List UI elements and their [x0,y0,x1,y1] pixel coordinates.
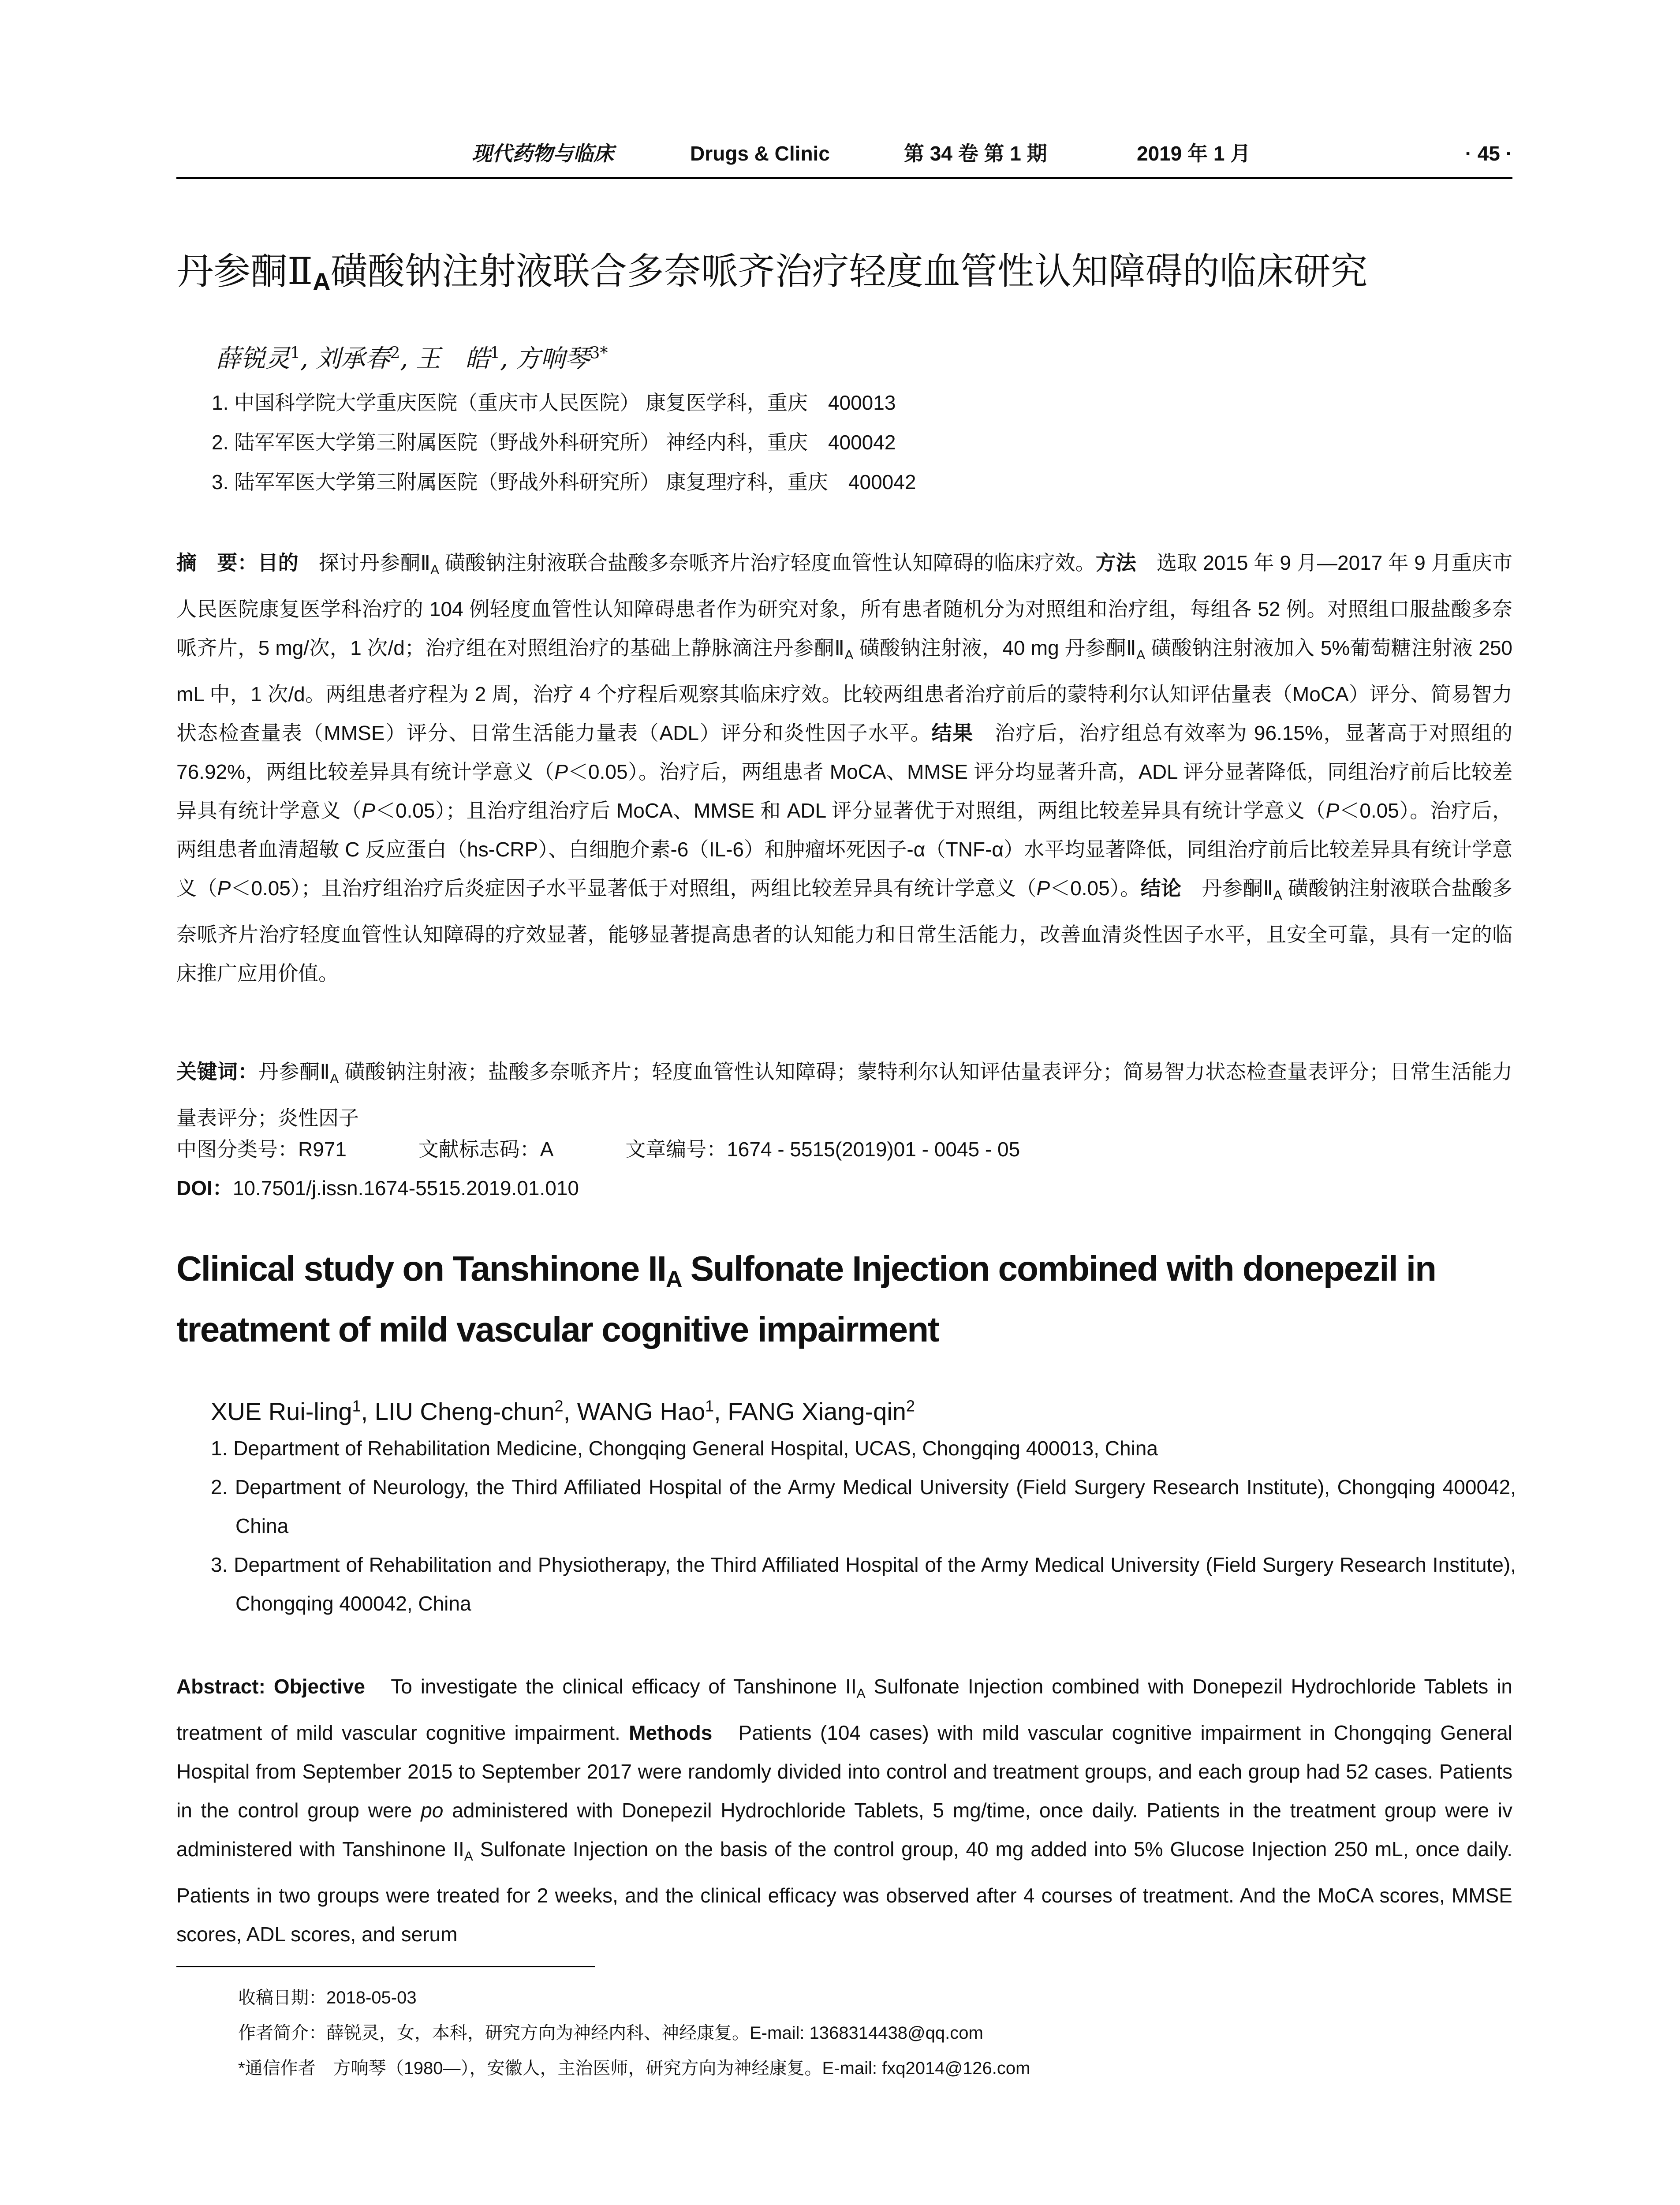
affiliations-en [211,1429,1516,1623]
author-cn-2: 刘承春$^2$, [316,344,416,373]
objective-label-en: Objective [273,1675,365,1698]
methods-label-en: Methods [629,1721,713,1744]
title-cn-part2: 磺酸钠注射液联合多奈哌齐治疗轻度血管性认知障碍的临床研究 [330,250,1368,293]
author-introduction: 作者简介：薛锐灵，女，本科，研究方向为神经内科、神经康复。E-mail: 1368314438@qq.com [238,2023,983,2043]
received-date: 收稿日期：2018-05-03 [238,1988,417,2007]
footnotes [238,1980,1030,2086]
journal-name-en: Drugs & Clinic [690,142,830,165]
affiliation-en-1: 1. Department of Rehabilitation Medicine, Chongqing General Hospital, UCAS, Chongqing 400013, China [211,1437,1158,1460]
author-en-4: FANG Xiang-qin$^2$ [728,1397,915,1425]
abstract-cn: 摘 要：目的 探讨丹参酮$Ⅱ_A$ 磺酸钠注射液联合盐酸多奈哌齐片治疗轻度血管性认知障碍的临床疗效。方法 选取 2015 年 9 月—2017 年 9 月重庆市人民医院康复医学科治疗的 104 例轻度血管性认知障碍患者作为研究对象，所有患者随机分为对照组和治疗组，每组各 52 例。对照组口服盐酸多奈哌齐片，5 mg/次，1 次/d；治疗组在对照组治疗的基础上静脉滴注丹参酮$Ⅱ_A$ 磺酸钠注射液，40 mg 丹参酮$Ⅱ_A$ 磺酸钠注射液加入 5%葡萄糖注射液 250 mL 中，1 次/d。两组患者疗程为 2 周，治疗 4 个疗程后观察其临床疗效。比较两组患者治疗前后的蒙特利尔认知评估量表（MoCA）评分、简易智力状态检查量表（MMSE）评分、日常生活能力量表（ADL）评分和炎性因子水平。结果 治疗后，治疗组总有效率为 96.15%，显著高于对照组的 76.92%，两组比较差异具有统计学意义（P＜0.05）。治疗后，两组患者 MoCA、MMSE 评分均显著升高，ADL 评分显著降低，同组治疗前后比较差异具有统计学意义（P＜0.05）；且治疗组治疗后 MoCA、MMSE 和 ADL 评分显著优于对照组，两组比较差异具有统计学意义（P＜0.05）。治疗后，两组患者血清超敏 C 反应蛋白（hs-CRP）、白细胞介素-6（IL-6）和肿瘤坏死因子-α（TNF-α）水平均显著降低，同组治疗前后比较差异具有统计学意义（P＜0.05）；且治疗组治疗后炎症因子水平显著低于对照组，两组比较差异具有统计学意义（P＜0.05）。结论 丹参酮$Ⅱ_A$ 磺酸钠注射液联合盐酸多奈哌齐片治疗轻度血管性认知障碍的疗效显著，能够显著提高患者的认知能力和日常生活能力，改善血清炎性因子水平，且安全可靠，具有一定的临床推广应用价值。 [176,551,1513,985]
page-number: · 45 · [1465,142,1512,165]
journal-name-cn: 现代药物与临床 [472,142,614,165]
authors-en [211,1389,915,1428]
authors-cn [216,337,608,375]
volume-issue: 第 34 卷 第 1 期 [904,142,1047,165]
keywords-cn: 关键词：丹参酮$Ⅱ_A$ 磺酸钠注射液；盐酸多奈哌齐片；轻度血管性认知障碍；蒙特利尔认知评估量表评分；简易智力状态检查量表评分；日常生活能力量表评分；炎性因子 [176,1060,1513,1129]
results-label-cn: 结果 [931,721,974,744]
header-rule [176,177,1512,179]
article-number: 文章编号：1674 - 5515(2019)01 - 0045 - 05 [625,1138,1020,1161]
clc-number: 中图分类号：R971 [176,1138,347,1161]
title-cn-subscript: A [313,268,331,295]
affiliation-cn-2: 2. 陆军军医大学第三附属医院（野战外科研究所） 神经内科，重庆 400042 [212,431,896,454]
title-cn [176,247,1521,306]
affiliations-cn [212,383,916,502]
doi-label: DOI： [176,1177,233,1200]
corresponding-author: *通信作者 方响琴（1980—），安徽人，主治医师，研究方向为神经康复。E-mail: fxq2014@126.com [238,2059,1030,2078]
author-en-2: LIU Cheng-chun$^2$, [374,1397,577,1425]
objective-label-cn: 目的 [258,551,299,574]
author-cn-4: 方响琴$^{3*}$ [515,344,608,373]
doi-value: 10.7501/j.issn.1674-5515.2019.01.010 [232,1177,579,1200]
author-en-3: WANG Hao$^1$, [577,1397,728,1425]
running-header [176,140,1512,176]
classification-line [176,1130,1086,1169]
affiliation-en-3: 3. Department of Rehabilitation and Physiotherapy, the Third Affiliated Hospital of the Army Medical University (Field Surgery Research Institute), Chongqing 400042, China [211,1553,1516,1615]
keywords-label-cn: 关键词： [176,1060,258,1083]
conclusion-label-cn: 结论 [1140,877,1182,900]
author-en-1: XUE Rui-ling$^1$, [211,1397,375,1425]
document-code: 文献标志码：A [418,1138,554,1161]
abstract-en-label: Abstract: [176,1675,265,1698]
author-cn-1: 薛锐灵$^1$, [216,344,316,373]
title-cn-part1: 丹参酮Ⅱ [176,250,313,293]
affiliation-en-2: 2. Department of Neurology, the Third Affiliated Hospital of the Army Medical University (Field Surgery Research Institute), Chongqing 400042, China [211,1476,1516,1537]
title-en: Clinical study on Tanshinone $II_A$ Sulfonate Injection combined with donepezil in treatment of mild vascular cognitive impairment [176,1249,1436,1349]
author-cn-3: 王 皓$^1$, [416,344,516,373]
affiliation-cn-1: 1. 中国科学院大学重庆医院（重庆市人民医院） 康复医学科，重庆 400013 [212,391,896,414]
abstract-cn-label: 摘 要： [176,551,258,574]
issue-date: 2019 年 1 月 [1137,142,1251,165]
methods-label-cn: 方法 [1095,551,1136,574]
footnote-rule [176,1966,595,1967]
abstract-en: Abstract: Objective To investigate the clinical efficacy of Tanshinone $II_A$ Sulfonate Injection combined with Donepezil Hydrochloride Tablets in treatment of mild vascular cognitive impairment. Methods Patients (104 cases) with mild vascular cognitive impairment in Chongqing General Hospital from September 2015 to September 2017 were randomly divided into control and treatment groups, and each group had 52 cases. Patients in the control group were po administered with Donepezil Hydrochloride Tablets, 5 mg/time, once daily. Patients in the treatment group were iv administered with Tanshinone $II_A$ Sulfonate Injection on the basis of the control group, 40 mg added into 5% Glucose Injection 250 mL, once daily. Patients in two groups were treated for 2 weeks, and the clinical efficacy was observed after 4 courses of treatment. And the MoCA scores, MMSE scores, ADL scores, and serum [176,1675,1513,1946]
doi-line [176,1169,579,1207]
affiliation-cn-3: 3. 陆军军医大学第三附属医院（野战外科研究所） 康复理疗科，重庆 400042 [212,471,916,493]
